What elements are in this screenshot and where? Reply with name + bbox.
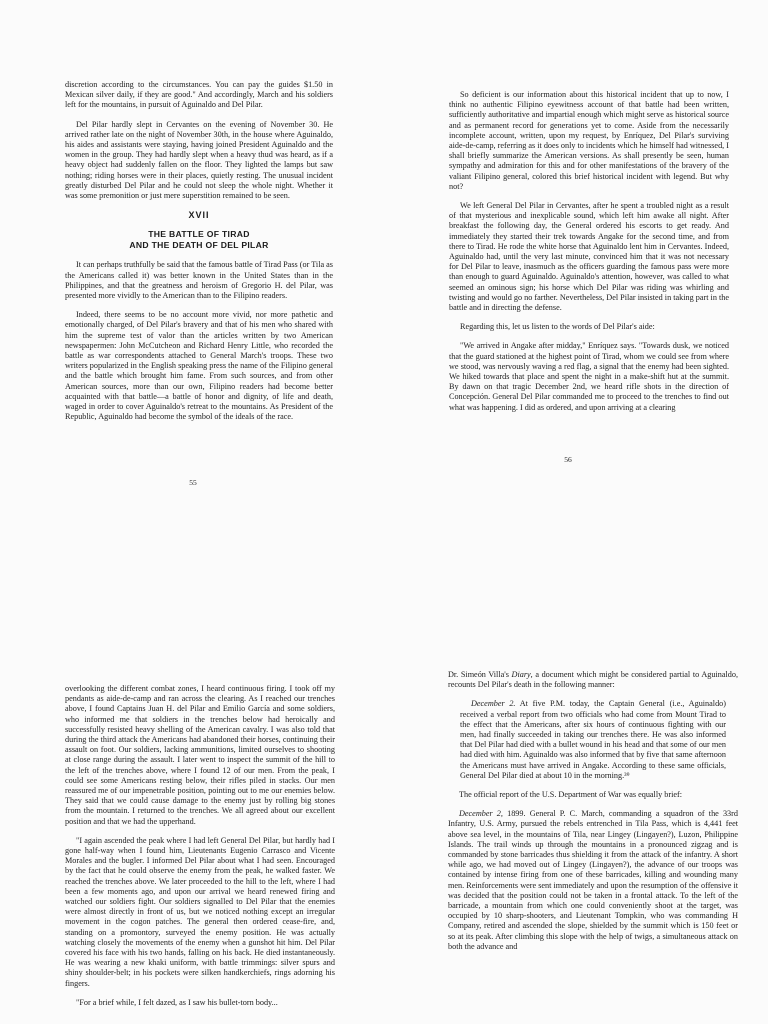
quote-block [448, 809, 738, 952]
chapter-number: XVII [188, 210, 210, 221]
page-57-text [65, 684, 335, 1017]
page-56-text [449, 90, 729, 422]
page-57 [0, 512, 384, 1024]
paragraph: December 2, 1899. General P. C. March, commanding a squadron of the 33rd Infantry, U.S. Army, pursued the rebels entrenched in Tila Pass, which is 4,441 feet above sea level, in the mountains of Tila, near Lingey (Lingayen?), Luzon, Philippine Islands. The trail winds up through the mountains in a pronounced zigzag and is commanded by stone barricades thus shielding it from the attack of the infantry. A short while ago, we had moved out of Lingey (Lingayen?), the advance of our troops was contained by intense firing from one of these barricades, killing and wounding many men. Reinforcements were sent immediately and upon the resumption of the offensive it was decided that the position could not be taken in a frontal attack. To the left of the barricade, a mountain from which one could conveniently shoot at the target, was occupied by 10 sharp-shooters, and Lieutenant Tompkin, who was commanding H Company, retired and ascended the slope, shielded by the summit which is 150 feet or so at its peak. After climbing this slope with the help of twigs, a simultaneous attack on both the advance and [448, 809, 738, 951]
paragraph: discretion according to the circumstances. You can pay the guides $1.50 in Mexican silver daily, if they are good." And accordingly, March and his soldiers left for the mountains, in pursuit of Aguinaldo and Del Pilar. [65, 80, 333, 110]
quote-block [448, 699, 738, 781]
page-58 [384, 512, 768, 1024]
paragraph: So deficient is our information about this historical incident that up to now, I think no authentic Filipino eyewitness account of that battle had been written, sufficiently authoritative and impartial enough which might serve as historical source and as permanent record for generations yet to come. Aside from the necessarily incomplete account, written, upon my request, by Enríquez, Del Pilar's surviving aide-de-camp, referring as it does only to incidents which he himself had witnessed, I shall briefly summarize the American versions. As shall presently be seen, human sympathy and admiration for this and for other manifestations of the bravery of the valiant Filipino general, colored this brief historical incident with legend. But why not? [449, 90, 729, 191]
paragraph: Del Pilar hardly slept in Cervantes on the evening of November 30. He arrived rather late on the night of November 30th, in the house where Aguinaldo, his aides and assistants were staying, having joined President Aguinaldo and the women in the group. They had hardly slept when a heavy thud was heard, as if a heavy object had suddenly fallen on the floor. They lighted the lamps but saw nothing; riding horses were in their places, quietly resting. The unusual incident greatly disturbed Del Pilar and he could not sleep the whole night. Whether it was some premonition or just mere superstition remained to be seen. [65, 119, 333, 201]
paragraph: The official report of the U.S. Department of War was equally brief: [459, 790, 682, 800]
paragraph: "I again ascended the peak where I had left General Del Pilar, but hardly had I gone half-way when I found him, Lieutenants Eugenio Carrasco and Vicente Morales and the bugler. I informed Del Pilar about what I had seen. Encouraged by the fact that he could observe the enemy from the peak, he walked faster. We reached the trenches above. We later proceeded to the hill to the left, where I had been a few moments ago, and upon our arrival we heard renewed firing and watched our soldiers fight. Our soldiers signalled to Del Pilar that the enemies were almost directly in front of us, but we noticed nothing except an irregular movement in the cogon patches. The general then ordered cease-fire, and, standing on a promontory, surveyed the enemy position. He was actually watching closely the movements of the enemy when a gunshot hit him. Del Pilar covered his face with his two hands, falling on his back. He died instantaneously. He was wearing a new khaki uniform, with battle trimmings: silver spurs and shiny shoulder-belt; in his pockets were silken handkerchiefs, rings adorning his fingers. [65, 835, 335, 988]
page-number: 56 [564, 455, 572, 464]
chapter-title-line-1: THE BATTLE OF TIRAD [148, 229, 250, 240]
page-number: 55 [189, 478, 197, 487]
paragraph: Indeed, there seems to be no account more vivid, nor more pathetic and emotionally charged, of Del Pilar's bravery and that of his men who shared with him the supreme test of valor than the articles written by two American newspapermen: John McCutcheon and Richard Henry Little, who recorded the battle as war correspondents attached to General March's troops. These two writers popularized in the English speaking press the name of the Filipino general and the battle which brought him fame. From such sources, and from other American sources, more than our own, Filipino readers had become better acquainted with that battle—a battle of honor and dignity, of life and death, waged in order to cover Aguinaldo's retreat to the mountains. As President of the Republic, Aguinaldo had become the symbol of the ideals of the race. [65, 310, 333, 422]
page-58-text [448, 670, 738, 961]
chapter-title [65, 229, 333, 251]
paragraph: "For a brief while, I felt dazed, as I saw his bullet-torn body... [76, 997, 278, 1007]
paragraph: "We arrived in Angake after midday," Enríquez says. "Towards dusk, we noticed that the guard stationed at the highest point of Tirad, whom we could see from where we stood, was nervously waving a red flag, a signal that the enemy had been sighted. We hiked towards that place and spent the night in a make-shift hut at the summit. By dawn on that tragic December 2nd, we heard rifle shots in the direction of Concepción. General Del Pilar commanded me to proceed to the trenches to find out what was happening. I did as ordered, and upon arriving at a clearing [449, 341, 729, 412]
chapter-title-line-2: AND THE DEATH OF DEL PILAR [129, 240, 269, 251]
page-55 [0, 0, 384, 512]
paragraph: We left General Del Pilar in Cervantes, after he spent a troubled night as a result of that mysterious and inexplicable sound, which left him awake all night. After breakfast the following day, the General ordered his escorts to get ready. And immediately they started their trek towards Angake for the second time, and from there to Tirad. He rode the white horse that Aguinaldo lent him in Cervantes. Indeed, Aguinaldo had, until the very last minute, convinced him that it was not necessary for Del Pilar to leave, inasmuch as the officers guarding the famous pass were more than enough to guard Aguinaldo. Aguinaldo's attention, however, was called to what seemed an ominous sign; his horse which Del Pilar was riding was whirling and twisting and would go no farther. Nevertheless, Del Pilar insisted in taking part in the battle and in directing the defense. [449, 201, 729, 313]
page-55-text [65, 80, 333, 431]
paragraph: It can perhaps truthfully be said that the famous battle of Tirad Pass (or Tila as the Americans called it) was better known in the United States than in the Philippines, and that the greatness and heroism of Gregorio H. del Pilar, was presented more vividly to the American than to the Filipino readers. [65, 260, 333, 301]
paragraph: overlooking the different combat zones, I heard continuous firing. I took off my pendants as aide-de-camp and ran across the clearing. As I reached our trenches above, I found Captains Juan H. del Pilar and Emilio García and some soldiers, who informed me that soldiers in the trenches below had heroically and successfully resisted heavy shelling of the American cavalry. I was also told that during the third attack the Americans had abandoned their horses, continuing their assault on foot. Our soldiers, lacking ammunitions, limited ourselves to shooting at close range during the assault. I later went to inspect the summit of the hill to the left of the trenches above, where I found 12 of our men. From the peak, I could see some Americans resting below, their rifles piled in stacks. Our men reassured me of our impenetrable position, pointing out to me our enemies below. They said that we could cause damage to the enemy just by rolling big stones from the mountain. I returned to the trenches. We all agreed about our excellent position and that we had the upperhand. [65, 684, 335, 826]
paragraph: Regarding this, let us listen to the words of Del Pilar's aide: [460, 322, 655, 332]
page-56 [384, 0, 768, 512]
paragraph: Dr. Simeón Villa's Diary, a document which might be considered partial to Aguinaldo, recounts Del Pilar's death in the following manner: [448, 670, 738, 690]
paragraph: December 2. At five P.M. today, the Captain General (i.e., Aguinaldo) received a verbal report from two officials who had come from Mount Tirad to the effect that the Americans, after six hours of continuous fighting with our men, had finally succeeded in taking our trenches there. He was also informed that Del Pilar had died with a bullet wound in his head and that some of our men had died with him. Aguinaldo was also informed that by five that same afternoon the Americans must have arrived in Angake. According to these same officials, General Del Pilar died at about 10 in the morning.³⁹ [460, 699, 726, 780]
